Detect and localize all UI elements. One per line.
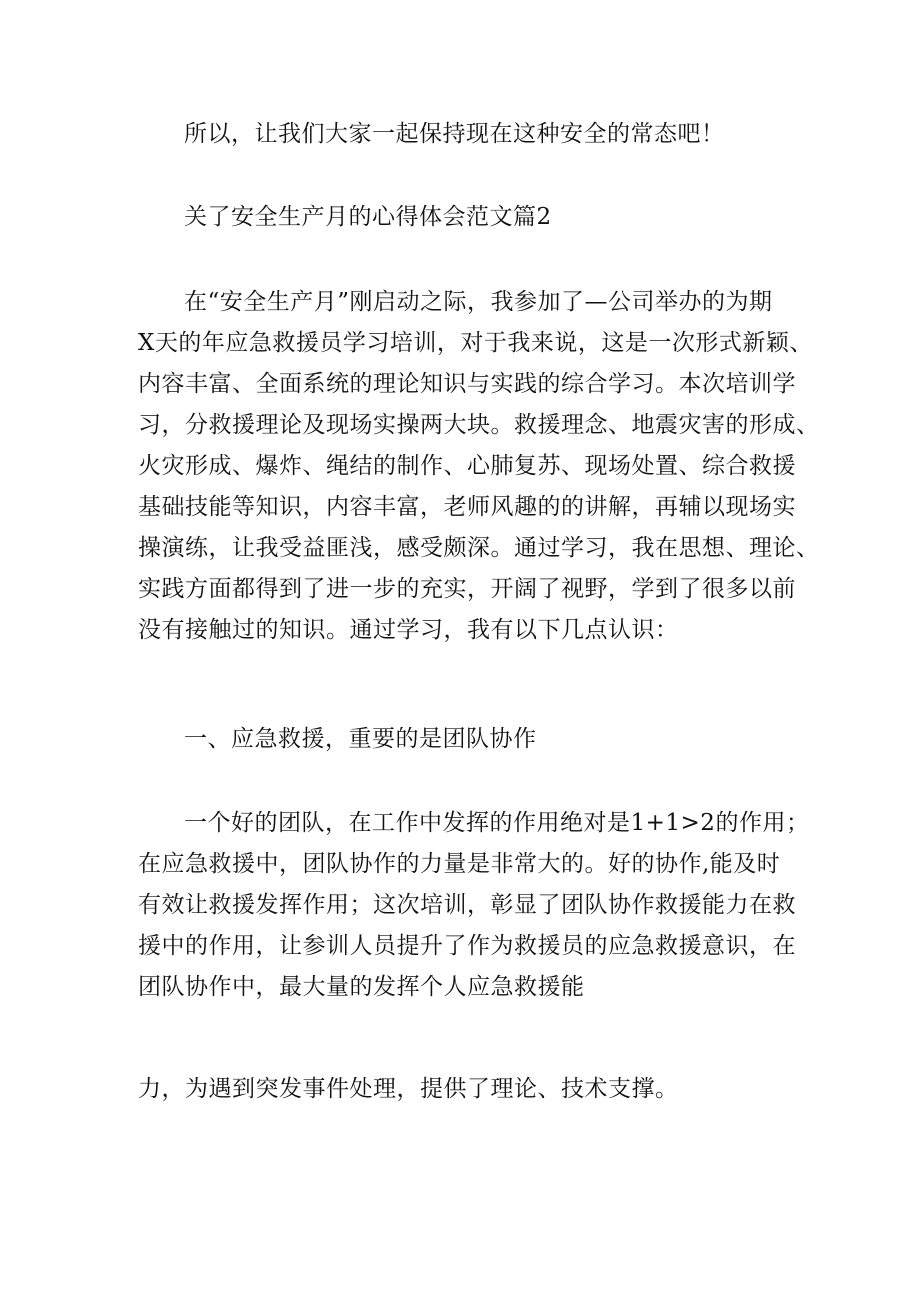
point-paragraph <box>138 803 810 1008</box>
section-title: 关了安全生产月的心得体会范文篇2 <box>184 204 552 230</box>
intro-line: X天的年应急救援员学习培训，对于我来说，这是一次形式新颖、 <box>138 330 813 356</box>
point-line: 一个好的团队，在工作中发挥的作用绝对是1+1>2的作用； <box>184 810 810 836</box>
intro-paragraph <box>138 282 820 651</box>
closing-sentence: 所以，让我们大家一起保持现在这种安全的常态吧！ <box>184 121 725 147</box>
point-line: 在应急救援中，团队协作的力量是非常大的。好的协作,能及时 <box>138 851 781 877</box>
intro-line: 操演练，让我受益匪浅，感受颇深。通过学习，我在思想、理论、 <box>138 535 820 561</box>
point-line: 团队协作中，最大量的发挥个人应急救援能 <box>138 974 585 1000</box>
intro-line: 火灾形成、爆炸、绳结的制作、心肺复苏、现场处置、综合救援 <box>138 453 796 479</box>
point-line: 有效让救援发挥作用；这次培训，彰显了团队协作救援能力在救 <box>138 892 796 918</box>
intro-line: 习，分救援理论及现场实操两大块。救援理念、地震灾害的形成、 <box>138 412 820 438</box>
intro-line: 在“安全生产月”刚启动之际，我参加了—公司举办的为期 <box>184 289 773 315</box>
intro-line: 内容丰富、全面系统的理论知识与实践的综合学习。本次培训学 <box>138 371 796 397</box>
continuation-line: 力，为遇到突发事件处理，提供了理论、技术支撑。 <box>138 1076 679 1102</box>
intro-line: 实践方面都得到了进一步的充实，开阔了视野，学到了很多以前 <box>138 576 796 602</box>
intro-line: 没有接触过的知识。通过学习，我有以下几点认识： <box>138 617 679 643</box>
intro-line: 基础技能等知识，内容丰富，老师风趣的的讲解，再辅以现场实 <box>138 494 796 520</box>
point-heading: 一、应急救援，重要的是团队协作 <box>184 726 537 752</box>
point-line: 援中的作用，让参训人员提升了作为救援员的应急救援意识，在 <box>138 933 796 959</box>
